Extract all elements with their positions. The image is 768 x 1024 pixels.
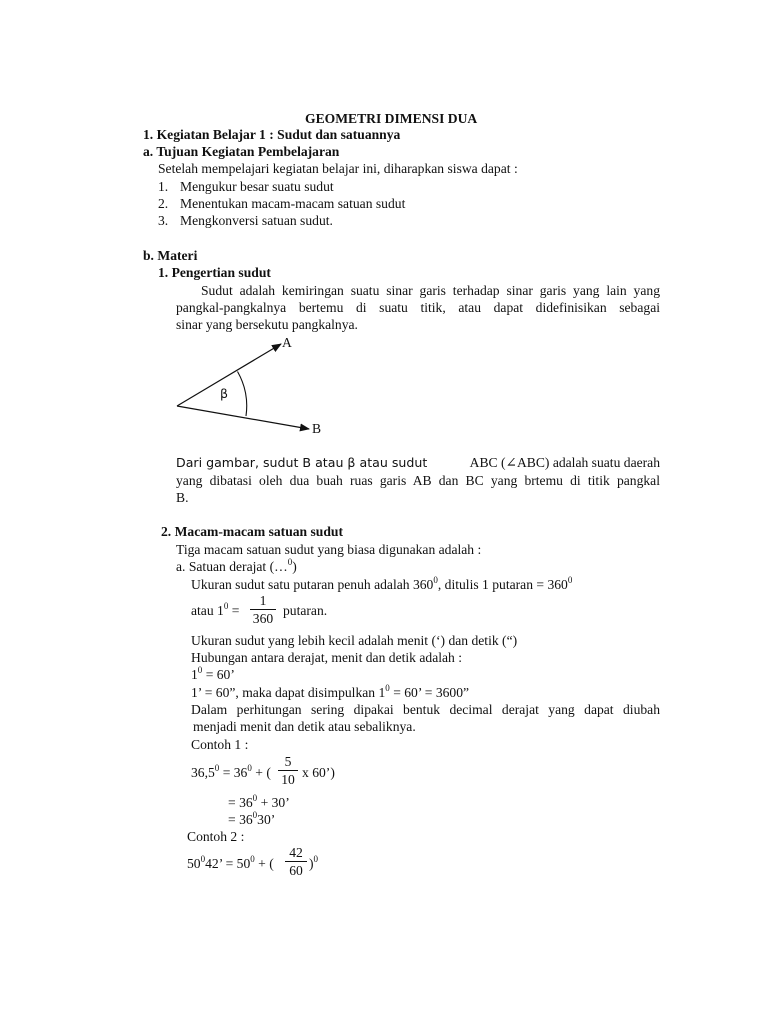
list-item [158, 195, 406, 212]
list-item-text: Menentukan macam-macam satuan sudut [180, 196, 406, 211]
fraction-numerator: 42 [289, 845, 303, 860]
point-label-a: A [282, 335, 292, 350]
relation-line [191, 684, 469, 701]
text-span: 50 [187, 856, 201, 871]
fraction-denominator: 10 [281, 772, 295, 787]
fraction-denominator: 60 [289, 863, 303, 878]
contoh-1-step [228, 811, 275, 828]
text-span: , ditulis 1 putaran = 360 [437, 577, 568, 592]
text-span: ) [309, 856, 314, 871]
superscript: 0 [247, 763, 252, 773]
angle-label-beta: β [220, 386, 229, 401]
text-span: 42’ = 50 [205, 856, 251, 871]
fraction-numerator: 1 [259, 593, 267, 608]
ray-a [177, 344, 281, 406]
contoh-2-equation [187, 855, 274, 872]
fraction-denominator: 360 [252, 611, 274, 626]
contoh-2-tail [309, 855, 318, 872]
text-span: + ( [254, 856, 274, 871]
text-span: 1’ = 60”, maka dapat disimpulkan 1 [191, 685, 386, 700]
contoh-1-equation [191, 764, 271, 781]
satuan-derajat-label [176, 558, 297, 575]
fraction-1-360 [250, 593, 276, 626]
list-item-text: Mengkonversi satuan sudut. [180, 213, 333, 228]
contoh-2-label: Contoh 2 : [187, 829, 245, 844]
text-span: ABC (∠ABC) adalah suatu daerah [469, 455, 660, 470]
text-span: a. Satuan derajat (… [176, 559, 288, 574]
hubungan-line: Hubungan antara derajat, menit dan detik adalah : [191, 650, 463, 665]
subsection-heading-tujuan: a. Tujuan Kegiatan Pembelajaran [143, 144, 340, 159]
superscript: 0 [567, 575, 573, 585]
paragraph-line [176, 454, 660, 471]
text-span: + ( [251, 765, 271, 780]
text-span: Dari gambar, sudut B atau β atau sudut [176, 455, 428, 470]
text-span: = 36 [228, 795, 253, 810]
list-item-number: 2. [158, 196, 169, 211]
contoh-1-tail: x 60’) [302, 765, 335, 780]
text-span: Ukuran sudut satu putaran penuh adalah 360 [191, 577, 434, 592]
section-heading-kegiatan-belajar: 1. Kegiatan Belajar 1 : Sudut dan satuannya [143, 127, 401, 142]
superscript: 0 [250, 854, 255, 864]
tujuan-intro: Setelah mempelajari kegiatan belajar ini, diharapkan siswa dapat : [158, 161, 518, 176]
text-span: 30’ [257, 812, 276, 827]
text-span: ) [292, 559, 297, 574]
text-span: = [228, 603, 240, 618]
fraction-42-60 [285, 845, 307, 878]
menit-line: Ukuran sudut yang lebih kecil adalah menit (‘) dan detik (“) [191, 633, 518, 648]
text-span: 1 [191, 667, 198, 682]
text-span: = 36 [228, 812, 253, 827]
contoh-1-step [228, 794, 290, 811]
atau-line [191, 602, 239, 619]
superscript: 0 [433, 575, 438, 585]
heading-macam-satuan: 2. Macam-macam satuan sudut [161, 524, 344, 539]
paragraph-line: pangkal-pangkalnya bertemu di suatu titik, atau dapat didefinisikan sebagai [176, 300, 660, 315]
text-span: atau 1 [191, 603, 224, 618]
superscript: 0 [200, 854, 206, 864]
page-title: GEOMETRI DIMENSI DUA [305, 111, 478, 126]
superscript: 0 [252, 793, 258, 803]
list-item-number: 3. [158, 213, 169, 228]
paragraph-line: yang dibatasi oleh dua buah ruas garis AB dan BC yang brtemu di titik pangkal [176, 473, 660, 488]
list-item [158, 212, 333, 229]
fraction-bar [250, 609, 276, 610]
macam-intro: Tiga macam satuan sudut yang biasa digunakan adalah : [176, 542, 482, 557]
superscript: 0 [197, 665, 203, 675]
angle-arc [238, 372, 247, 417]
fraction-5-10 [278, 754, 298, 787]
text-span: 36,5 [191, 765, 215, 780]
relation-line [191, 666, 235, 683]
ray-b [177, 406, 309, 429]
fraction-bar [285, 861, 307, 862]
fraction-numerator: 5 [284, 754, 292, 769]
list-item-text: Mengukur besar suatu sudut [180, 179, 334, 194]
putaran-word: putaran. [283, 603, 328, 618]
list-item [158, 178, 334, 195]
text-span: = 60’ = 3600” [389, 685, 470, 700]
list-item-number: 1. [158, 179, 169, 194]
fraction-bar [278, 770, 298, 771]
heading-pengertian-sudut: 1. Pengertian sudut [158, 265, 271, 280]
paragraph-line: Dalam perhitungan sering dipakai bentuk decimal derajat yang dapat diubah [191, 702, 660, 717]
superscript: 0 [313, 854, 319, 864]
text-span: + 30’ [257, 795, 290, 810]
superscript: 0 [252, 810, 258, 820]
angle-diagram [170, 332, 330, 442]
text-span: = 36 [219, 765, 248, 780]
text-span: = 60’ [202, 667, 235, 682]
contoh-1-label: Contoh 1 : [191, 737, 249, 752]
point-label-b: B [312, 421, 322, 436]
putaran-line [191, 576, 572, 593]
superscript: 0 [214, 763, 220, 773]
paragraph-line: Sudut adalah kemiringan suatu sinar garis terhadap sinar garis yang lain yang [201, 283, 660, 298]
superscript: 0 [223, 601, 229, 611]
paragraph-line: sinar yang bersekutu pangkalnya. [176, 317, 358, 332]
paragraph-line: B. [176, 490, 189, 505]
superscript: 0 [385, 683, 390, 693]
paragraph-line: menjadi menit dan detik atau sebaliknya. [193, 719, 416, 734]
superscript: 0 [287, 557, 293, 567]
subsection-heading-materi: b. Materi [143, 248, 198, 263]
